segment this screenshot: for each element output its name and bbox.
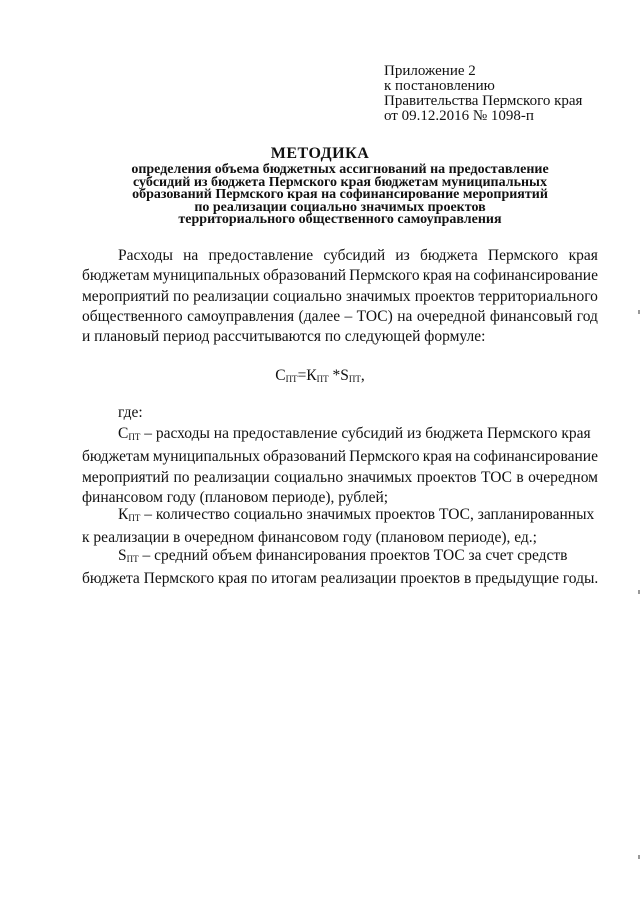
word: муниципальных xyxy=(152,267,261,285)
definition-line xyxy=(82,447,598,467)
definition-line-text xyxy=(118,424,591,447)
word: ТОС) xyxy=(356,307,393,325)
formula-end: , xyxy=(360,367,365,384)
formula-c-subscript: ПТ xyxy=(285,374,298,384)
word: финансовый xyxy=(489,307,573,325)
appendix-line-4: от 09.12.2016 № 1098-п xyxy=(384,108,534,124)
word: очередном xyxy=(528,468,598,486)
subtitle-line: по реализации социально значимых проектов xyxy=(194,199,486,215)
document-title: МЕТОДИКА xyxy=(270,145,370,162)
appendix-header xyxy=(384,64,582,124)
word: проектов xyxy=(414,287,475,305)
word: бюджета xyxy=(419,247,478,264)
word: социально xyxy=(274,468,344,486)
definition-symbol: К xyxy=(118,506,129,523)
paragraph-line xyxy=(82,266,598,286)
definition-line xyxy=(82,546,598,569)
word: по xyxy=(173,468,190,486)
word: территориального xyxy=(478,287,598,305)
word: края xyxy=(422,267,453,285)
appendix-line-2: к постановлению xyxy=(384,78,495,94)
definition-text: – количество социально значимых проектов ТОС, запланированных xyxy=(140,506,595,523)
subtitle-line: определения объема бюджетных ассигнований на предоставление xyxy=(131,162,549,177)
word: образований xyxy=(263,267,347,285)
definition-line-text xyxy=(118,546,567,569)
word: ТОС xyxy=(480,468,512,486)
word: Пермского xyxy=(349,267,420,285)
definition-s xyxy=(82,546,598,590)
paragraph-line xyxy=(82,327,598,347)
word: Расходы xyxy=(118,247,173,264)
formula-multiply-s: *S xyxy=(328,367,349,384)
definition-line-text: бюджета Пермского края по итогам реализации проектов в предыдущие годы. xyxy=(82,570,599,588)
word: на xyxy=(455,267,471,285)
definition-line-text xyxy=(118,505,594,528)
word: муниципальных xyxy=(152,448,261,466)
word: очередной xyxy=(416,307,486,325)
word: бюджетам xyxy=(82,448,150,466)
paragraph-line xyxy=(82,246,598,266)
appendix-line-1: Приложение 2 xyxy=(384,63,476,79)
word: на xyxy=(455,448,471,466)
word: реализации xyxy=(193,468,270,486)
formula xyxy=(0,367,640,385)
word: (далее xyxy=(298,307,341,325)
word: в xyxy=(516,468,524,486)
definition-line-text: финансовом году (плановом периоде), рублей; xyxy=(82,488,389,506)
definition-text: – расходы на предоставление субсидий из бюджета Пермского края xyxy=(140,425,591,442)
word: края xyxy=(568,247,598,264)
definition-line xyxy=(82,505,598,528)
document-subtitle xyxy=(100,164,580,227)
word: Пермского xyxy=(349,448,420,466)
subtitle-line: субсидий из бюджета Пермского края бюджетам муниципальных xyxy=(133,174,547,190)
definition-line xyxy=(82,424,598,447)
definition-symbol: S xyxy=(118,547,127,564)
word: предоставление xyxy=(208,247,314,264)
definition-line-text: к реализации в очередном финансовом году (плановом периоде), ед.; xyxy=(82,529,537,547)
paragraph-line-text: и плановый период рассчитываются по следующей формуле: xyxy=(82,328,486,346)
paragraph-line xyxy=(82,287,598,307)
definition-line xyxy=(82,569,598,589)
word: – xyxy=(344,307,353,325)
paragraph-line xyxy=(82,307,598,327)
word: из xyxy=(395,247,410,264)
subtitle-line: территориального общественного самоуправления xyxy=(178,212,502,227)
word: софинансирование xyxy=(473,267,598,285)
definition-symbol-subscript: ПТ xyxy=(128,513,141,523)
word: мероприятий xyxy=(82,468,170,486)
formula-k-subscript: ПТ xyxy=(316,374,329,384)
word: края xyxy=(422,448,453,466)
definition-symbol-subscript: ПТ xyxy=(128,432,141,442)
word: софинансирование xyxy=(473,448,598,466)
word: реализации xyxy=(193,287,269,305)
word: бюджетам xyxy=(82,267,150,285)
definition-text: – средний объем финансирования проектов ТОС за счет средств xyxy=(138,547,568,564)
definition-line xyxy=(82,468,598,488)
word: мероприятий xyxy=(82,287,170,305)
word: по xyxy=(173,287,190,305)
word: Пермского xyxy=(487,247,559,264)
word: значимых xyxy=(347,468,413,486)
word: социально xyxy=(272,287,342,305)
formula-c: С xyxy=(275,367,286,384)
appendix-line-3: Правительства Пермского края xyxy=(384,93,583,109)
word: значимых xyxy=(345,287,411,305)
definition-k xyxy=(82,505,598,549)
definition-symbol-subscript: ПТ xyxy=(126,554,139,564)
word: самоуправления xyxy=(187,307,295,325)
word: год xyxy=(576,307,598,325)
word: субсидий xyxy=(323,247,386,264)
subtitle-line: образований Пермского края на софинансирование мероприятий xyxy=(132,187,548,202)
word: на xyxy=(183,247,199,264)
formula-s-subscript: ПТ xyxy=(348,374,361,384)
formula-equals-k: =К xyxy=(297,367,317,384)
word: на xyxy=(397,307,413,325)
word: общественного xyxy=(82,307,183,325)
word: образований xyxy=(263,448,347,466)
intro-paragraph xyxy=(82,246,598,347)
definition-symbol: С xyxy=(118,425,129,442)
word: проектов xyxy=(416,468,477,486)
definition-c xyxy=(82,424,598,508)
where-label: где: xyxy=(118,404,143,421)
